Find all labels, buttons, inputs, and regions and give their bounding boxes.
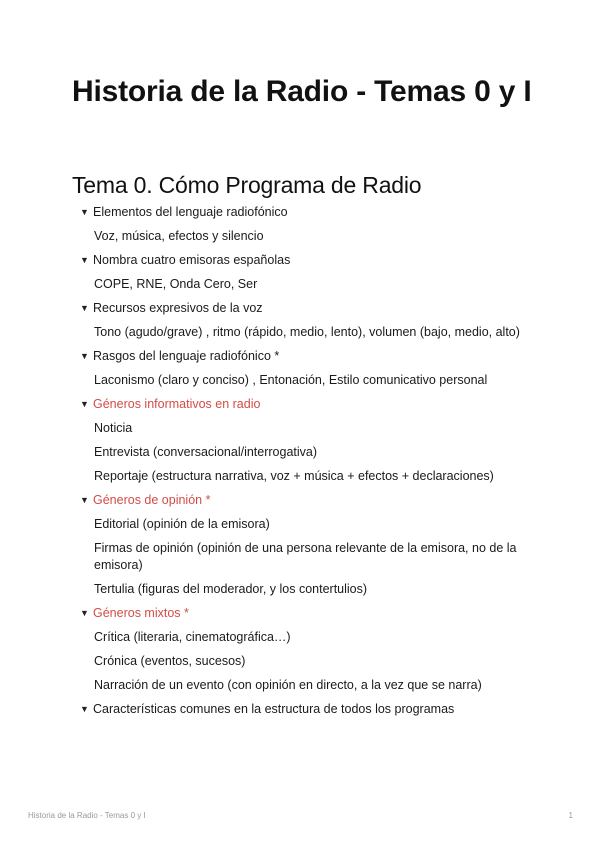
toggle-list: [80, 204, 540, 725]
toggle-body: [80, 276, 540, 293]
toggle-item: Entrevista (conversacional/interrogativa): [94, 445, 318, 459]
toggle-item: Laconismo (claro y conciso) , Entonación, Estilo comunicativo personal: [94, 373, 488, 387]
toggle-item: Tertulia (figuras del moderador, y los contertulios): [94, 582, 368, 596]
toggle-item: Crónica (eventos, sucesos): [94, 654, 246, 668]
toggle-summary[interactable]: [80, 701, 540, 718]
toggle-body: [80, 420, 540, 485]
toggle-block: [80, 204, 540, 245]
toggle-item: COPE, RNE, Onda Cero, Ser: [94, 277, 258, 291]
toggle-summary[interactable]: [80, 204, 540, 221]
toggle-summary[interactable]: [80, 605, 540, 622]
toggle-block: [80, 348, 540, 389]
toggle-item: Reportaje (estructura narrativa, voz + música + efectos + declaraciones): [94, 469, 494, 483]
toggle-label: Nombra cuatro emisoras españolas: [93, 253, 291, 267]
toggle-arrow-icon[interactable]: ▼: [80, 495, 89, 505]
toggle-body: [80, 516, 540, 598]
toggle-item: Tono (agudo/grave) , ritmo (rápido, medio, lento), volumen (bajo, medio, alto): [94, 325, 520, 339]
toggle-label: Géneros mixtos *: [93, 606, 189, 620]
toggle-block: [80, 396, 540, 485]
toggle-block: [80, 300, 540, 341]
toggle-block: [80, 252, 540, 293]
toggle-summary[interactable]: [80, 300, 540, 317]
toggle-arrow-icon[interactable]: ▼: [80, 351, 89, 361]
toggle-body: [80, 372, 540, 389]
toggle-block: [80, 492, 540, 598]
toggle-label: Géneros de opinión *: [93, 493, 211, 507]
toggle-body: [80, 629, 540, 694]
toggle-label: Recursos expresivos de la voz: [93, 301, 263, 315]
toggle-arrow-icon[interactable]: ▼: [80, 608, 89, 618]
footer-title: Historia de la Radio - Temas 0 y I: [28, 811, 146, 820]
toggle-item: Noticia: [94, 421, 133, 435]
toggle-arrow-icon[interactable]: ▼: [80, 704, 89, 714]
toggle-label: Rasgos del lenguaje radiofónico *: [93, 349, 280, 363]
footer-page-number: 1: [568, 811, 573, 820]
toggle-summary[interactable]: [80, 492, 540, 509]
toggle-summary[interactable]: [80, 348, 540, 365]
toggle-item: Voz, música, efectos y silencio: [94, 229, 264, 243]
toggle-body: [80, 228, 540, 245]
toggle-arrow-icon[interactable]: ▼: [80, 255, 89, 265]
toggle-item: Narración de un evento (con opinión en directo, a la vez que se narra): [94, 678, 482, 692]
toggle-summary[interactable]: [80, 396, 540, 413]
toggle-item: Editorial (opinión de la emisora): [94, 517, 270, 531]
toggle-arrow-icon[interactable]: ▼: [80, 303, 89, 313]
toggle-summary[interactable]: [80, 252, 540, 269]
toggle-label: Características comunes en la estructura de todos los programas: [93, 702, 455, 716]
toggle-body: [80, 324, 540, 341]
toggle-label: Géneros informativos en radio: [93, 397, 261, 411]
toggle-arrow-icon[interactable]: ▼: [80, 399, 89, 409]
toggle-arrow-icon[interactable]: ▼: [80, 207, 89, 217]
section-heading: Tema 0. Cómo Programa de Radio: [72, 172, 422, 198]
page-title: Historia de la Radio - Temas 0 y I: [72, 75, 532, 108]
toggle-label: Elementos del lenguaje radiofónico: [93, 205, 288, 219]
toggle-block: [80, 701, 540, 718]
toggle-block: [80, 605, 540, 694]
toggle-item: Firmas de opinión (opinión de una persona relevante de la emisora, no de la emisora): [94, 541, 517, 572]
toggle-item: Crítica (literaria, cinematográfica…): [94, 630, 291, 644]
